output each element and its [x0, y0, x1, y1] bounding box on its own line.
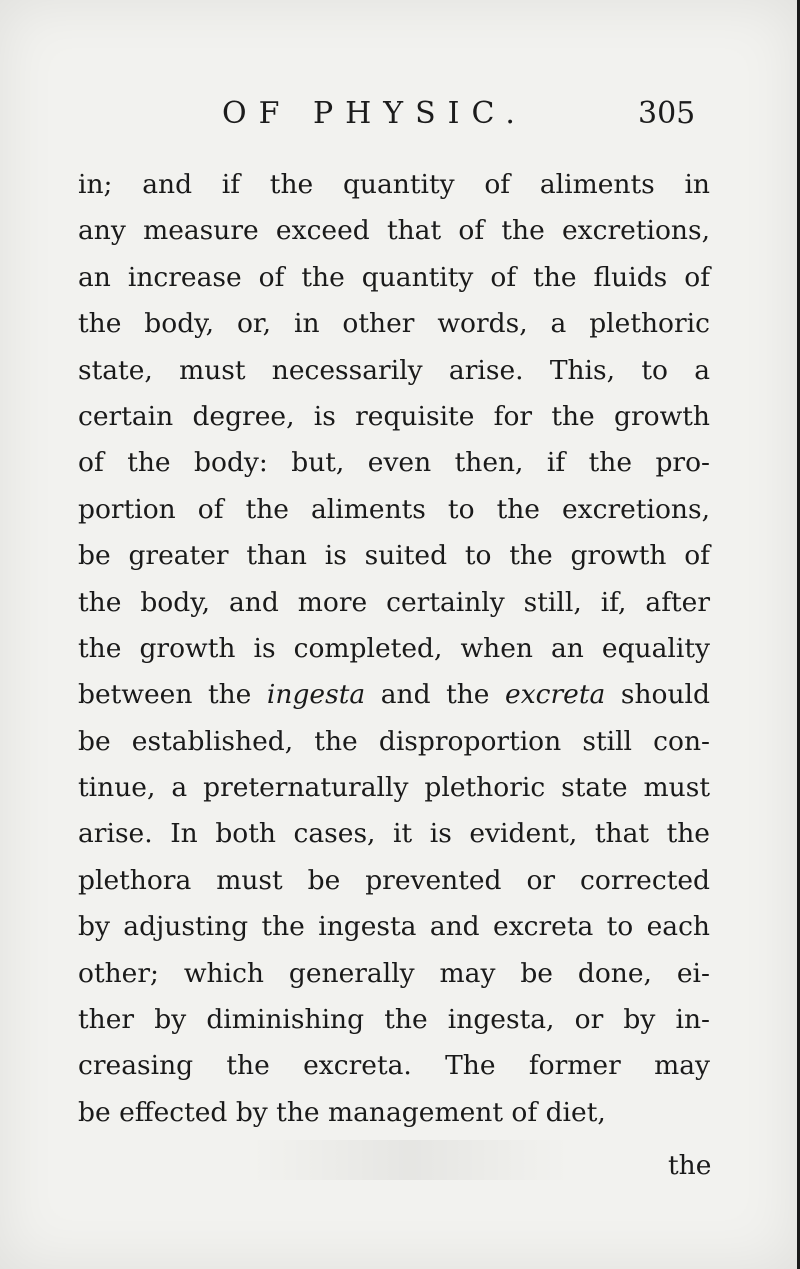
text-line: be greater than is suited to the growth of [78, 540, 710, 572]
text-line: arise. In both cases, it is evident, that the [78, 818, 710, 850]
text-line: be effected by the management of diet, [78, 1096, 606, 1128]
text-line: be established, the disproportion still con- [78, 725, 710, 757]
text-line: of the body: but, even then, if the pro- [78, 447, 710, 479]
text-line: the body, and more certainly still, if, after [78, 586, 710, 618]
text-segment: and the [380, 679, 490, 711]
text-line: plethora must be prevented or corrected [78, 864, 710, 896]
body-text [78, 162, 710, 1136]
text-segment: between the [78, 679, 252, 711]
catchword: the [668, 1150, 712, 1181]
text-line-italic-terms [78, 672, 710, 718]
text-line: the body, or, in other words, a plethoric [78, 308, 710, 340]
italic-term-ingesta: ingesta [266, 679, 366, 711]
text-line: ther by diminishing the ingesta, or by in- [78, 1004, 710, 1036]
text-line: portion of the aliments to the excretions, [78, 493, 710, 525]
text-line: state, must necessarily arise. This, to a [78, 354, 710, 386]
text-line: other; which generally may be done, ei- [78, 957, 710, 989]
italic-term-excreta: excreta [505, 679, 606, 711]
text-line: the growth is completed, when an equality [78, 632, 710, 664]
text-line: any measure exceed that of the excretions, [78, 215, 710, 247]
text-segment: should [620, 679, 710, 711]
show-through-shadow [250, 1140, 570, 1180]
text-line: an increase of the quantity of the fluids of [78, 261, 710, 293]
text-line: creasing the excreta. The former may [78, 1050, 710, 1082]
text-line: by adjusting the ingesta and excreta to each [78, 911, 710, 943]
running-head-title: OF PHYSIC. [222, 96, 527, 131]
page-number: 305 [638, 96, 696, 131]
text-line: in; and if the quantity of aliments in [78, 169, 710, 200]
text-line: tinue, a preternaturally plethoric state must [78, 772, 710, 804]
text-line: certain degree, is requisite for the growth [78, 400, 710, 432]
running-head [0, 96, 800, 146]
